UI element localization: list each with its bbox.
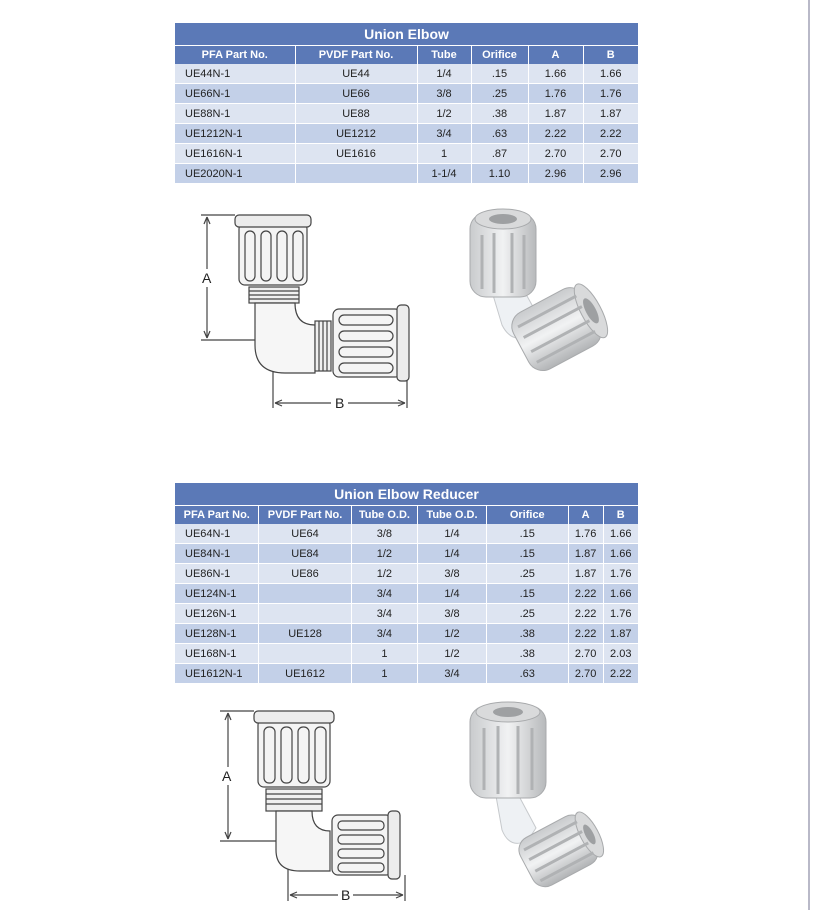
col-header-pvdf: PVDF Part No. bbox=[295, 46, 417, 65]
cell-pvdf bbox=[259, 584, 351, 604]
table-row bbox=[175, 164, 638, 184]
cell-pvdf: UE1612 bbox=[259, 664, 351, 684]
cell-tube-od-2: 3/4 bbox=[418, 664, 487, 684]
cell-orifice: .15 bbox=[486, 544, 568, 564]
cell-a: 2.70 bbox=[528, 144, 583, 164]
cell-tube: 3/8 bbox=[417, 84, 471, 104]
cell-b: 2.03 bbox=[603, 644, 638, 664]
cell-b: 1.66 bbox=[583, 64, 638, 84]
cell-pfa: UE64N-1 bbox=[175, 524, 259, 544]
cell-a: 1.87 bbox=[568, 564, 603, 584]
cell-pvdf bbox=[259, 604, 351, 624]
union-elbow-table bbox=[175, 23, 638, 184]
col-header-a: A bbox=[528, 46, 583, 65]
union-elbow-reducer-rows bbox=[175, 524, 638, 684]
cell-b: 2.96 bbox=[583, 164, 638, 184]
table-row bbox=[175, 524, 638, 544]
cell-pvdf: UE84 bbox=[259, 544, 351, 564]
cell-a: 1.76 bbox=[568, 524, 603, 544]
cell-orifice: .38 bbox=[486, 624, 568, 644]
table-row bbox=[175, 64, 638, 84]
cell-pvdf: UE1616 bbox=[295, 144, 417, 164]
cell-orifice: .63 bbox=[471, 124, 528, 144]
cell-tube-od-1: 1 bbox=[351, 644, 418, 664]
cell-b: 1.87 bbox=[603, 624, 638, 644]
cell-tube-od-2: 1/4 bbox=[418, 544, 487, 564]
cell-pvdf: UE44 bbox=[295, 64, 417, 84]
cell-b: 2.22 bbox=[583, 124, 638, 144]
cell-a: 2.22 bbox=[568, 624, 603, 644]
table-row bbox=[175, 584, 638, 604]
cell-pfa: UE124N-1 bbox=[175, 584, 259, 604]
cell-orifice: .38 bbox=[486, 644, 568, 664]
cell-pvdf: UE86 bbox=[259, 564, 351, 584]
cell-tube-od-1: 3/4 bbox=[351, 604, 418, 624]
table-row bbox=[175, 84, 638, 104]
cell-a: 2.70 bbox=[568, 664, 603, 684]
col-header-orifice: Orifice bbox=[486, 506, 568, 525]
cell-tube-od-1: 1/2 bbox=[351, 544, 418, 564]
col-header-tube-od-1: Tube O.D. bbox=[351, 506, 418, 525]
cell-pvdf bbox=[295, 164, 417, 184]
cell-orifice: .15 bbox=[471, 64, 528, 84]
cell-pvdf: UE1212 bbox=[295, 124, 417, 144]
union-elbow-rows bbox=[175, 64, 638, 184]
table-row bbox=[175, 644, 638, 664]
cell-b: 1.76 bbox=[603, 604, 638, 624]
dim-label-b: B bbox=[341, 887, 351, 903]
cell-orifice: .15 bbox=[486, 524, 568, 544]
cell-pfa: UE128N-1 bbox=[175, 624, 259, 644]
cell-a: 1.87 bbox=[568, 544, 603, 564]
cell-pfa: UE1212N-1 bbox=[175, 124, 295, 144]
cell-pvdf: UE88 bbox=[295, 104, 417, 124]
table-row bbox=[175, 544, 638, 564]
union-elbow-reducer-photo bbox=[462, 700, 612, 900]
cell-pfa: UE126N-1 bbox=[175, 604, 259, 624]
cell-orifice: .25 bbox=[486, 604, 568, 624]
col-header-tube-od-2: Tube O.D. bbox=[418, 506, 487, 525]
cell-b: 1.66 bbox=[603, 584, 638, 604]
table-row bbox=[175, 104, 638, 124]
cell-tube-od-1: 3/8 bbox=[351, 524, 418, 544]
cell-b: 1.87 bbox=[583, 104, 638, 124]
cell-pfa: UE66N-1 bbox=[175, 84, 295, 104]
cell-orifice: .63 bbox=[486, 664, 568, 684]
dim-label-b: B bbox=[335, 395, 345, 411]
union-elbow-diagram bbox=[195, 205, 425, 417]
cell-tube-od-1: 3/4 bbox=[351, 584, 418, 604]
cell-b: 1.66 bbox=[603, 524, 638, 544]
cell-a: 1.76 bbox=[528, 84, 583, 104]
cell-orifice: .25 bbox=[486, 564, 568, 584]
cell-tube: 3/4 bbox=[417, 124, 471, 144]
cell-tube: 1 bbox=[417, 144, 471, 164]
union-elbow-photo bbox=[462, 205, 612, 380]
table-row bbox=[175, 664, 638, 684]
cell-pvdf: UE128 bbox=[259, 624, 351, 644]
union-elbow-render bbox=[462, 205, 612, 380]
cell-b: 1.66 bbox=[603, 544, 638, 564]
cell-pfa: UE88N-1 bbox=[175, 104, 295, 124]
union-elbow-reducer-render bbox=[462, 700, 612, 900]
cell-tube-od-2: 3/8 bbox=[418, 604, 487, 624]
union-elbow-reducer-title: Union Elbow Reducer bbox=[175, 483, 638, 506]
cell-tube: 1/2 bbox=[417, 104, 471, 124]
col-header-orifice: Orifice bbox=[471, 46, 528, 65]
cell-tube: 1-1/4 bbox=[417, 164, 471, 184]
union-elbow-reducer-table bbox=[175, 483, 638, 684]
union-elbow-line-drawing bbox=[195, 205, 425, 417]
cell-a: 2.70 bbox=[568, 644, 603, 664]
cell-pfa: UE2020N-1 bbox=[175, 164, 295, 184]
cell-a: 1.87 bbox=[528, 104, 583, 124]
cell-a: 2.96 bbox=[528, 164, 583, 184]
cell-a: 2.22 bbox=[528, 124, 583, 144]
table-row bbox=[175, 624, 638, 644]
cell-pfa: UE44N-1 bbox=[175, 64, 295, 84]
col-header-tube: Tube bbox=[417, 46, 471, 65]
table-row bbox=[175, 604, 638, 624]
table-row bbox=[175, 564, 638, 584]
dim-label-a: A bbox=[222, 768, 232, 784]
cell-tube-od-1: 3/4 bbox=[351, 624, 418, 644]
cell-pfa: UE1616N-1 bbox=[175, 144, 295, 164]
cell-orifice: .25 bbox=[471, 84, 528, 104]
cell-tube-od-2: 1/2 bbox=[418, 644, 487, 664]
cell-orifice: .38 bbox=[471, 104, 528, 124]
cell-tube-od-2: 1/4 bbox=[418, 584, 487, 604]
union-elbow-title: Union Elbow bbox=[175, 23, 638, 46]
dim-label-a: A bbox=[202, 270, 212, 286]
cell-tube-od-1: 1/2 bbox=[351, 564, 418, 584]
cell-tube: 1/4 bbox=[417, 64, 471, 84]
cell-orifice: 1.10 bbox=[471, 164, 528, 184]
cell-orifice: .87 bbox=[471, 144, 528, 164]
cell-b: 1.76 bbox=[603, 564, 638, 584]
table-row bbox=[175, 124, 638, 144]
cell-tube-od-2: 1/4 bbox=[418, 524, 487, 544]
col-header-a: A bbox=[568, 506, 603, 525]
col-header-b: B bbox=[583, 46, 638, 65]
page-edge-line bbox=[808, 0, 810, 910]
cell-b: 2.70 bbox=[583, 144, 638, 164]
cell-pvdf: UE64 bbox=[259, 524, 351, 544]
col-header-pfa: PFA Part No. bbox=[175, 46, 295, 65]
cell-a: 2.22 bbox=[568, 584, 603, 604]
cell-pvdf: UE66 bbox=[295, 84, 417, 104]
cell-tube-od-2: 1/2 bbox=[418, 624, 487, 644]
cell-orifice: .15 bbox=[486, 584, 568, 604]
table-row bbox=[175, 144, 638, 164]
cell-pfa: UE86N-1 bbox=[175, 564, 259, 584]
col-header-pfa: PFA Part No. bbox=[175, 506, 259, 525]
cell-pvdf bbox=[259, 644, 351, 664]
col-header-b: B bbox=[603, 506, 638, 525]
union-elbow-reducer-line-drawing bbox=[208, 705, 418, 907]
cell-b: 2.22 bbox=[603, 664, 638, 684]
cell-b: 1.76 bbox=[583, 84, 638, 104]
cell-a: 2.22 bbox=[568, 604, 603, 624]
cell-pfa: UE168N-1 bbox=[175, 644, 259, 664]
col-header-pvdf: PVDF Part No. bbox=[259, 506, 351, 525]
cell-a: 1.66 bbox=[528, 64, 583, 84]
cell-pfa: UE84N-1 bbox=[175, 544, 259, 564]
cell-pfa: UE1612N-1 bbox=[175, 664, 259, 684]
cell-tube-od-1: 1 bbox=[351, 664, 418, 684]
union-elbow-reducer-diagram bbox=[208, 705, 418, 907]
cell-tube-od-2: 3/8 bbox=[418, 564, 487, 584]
